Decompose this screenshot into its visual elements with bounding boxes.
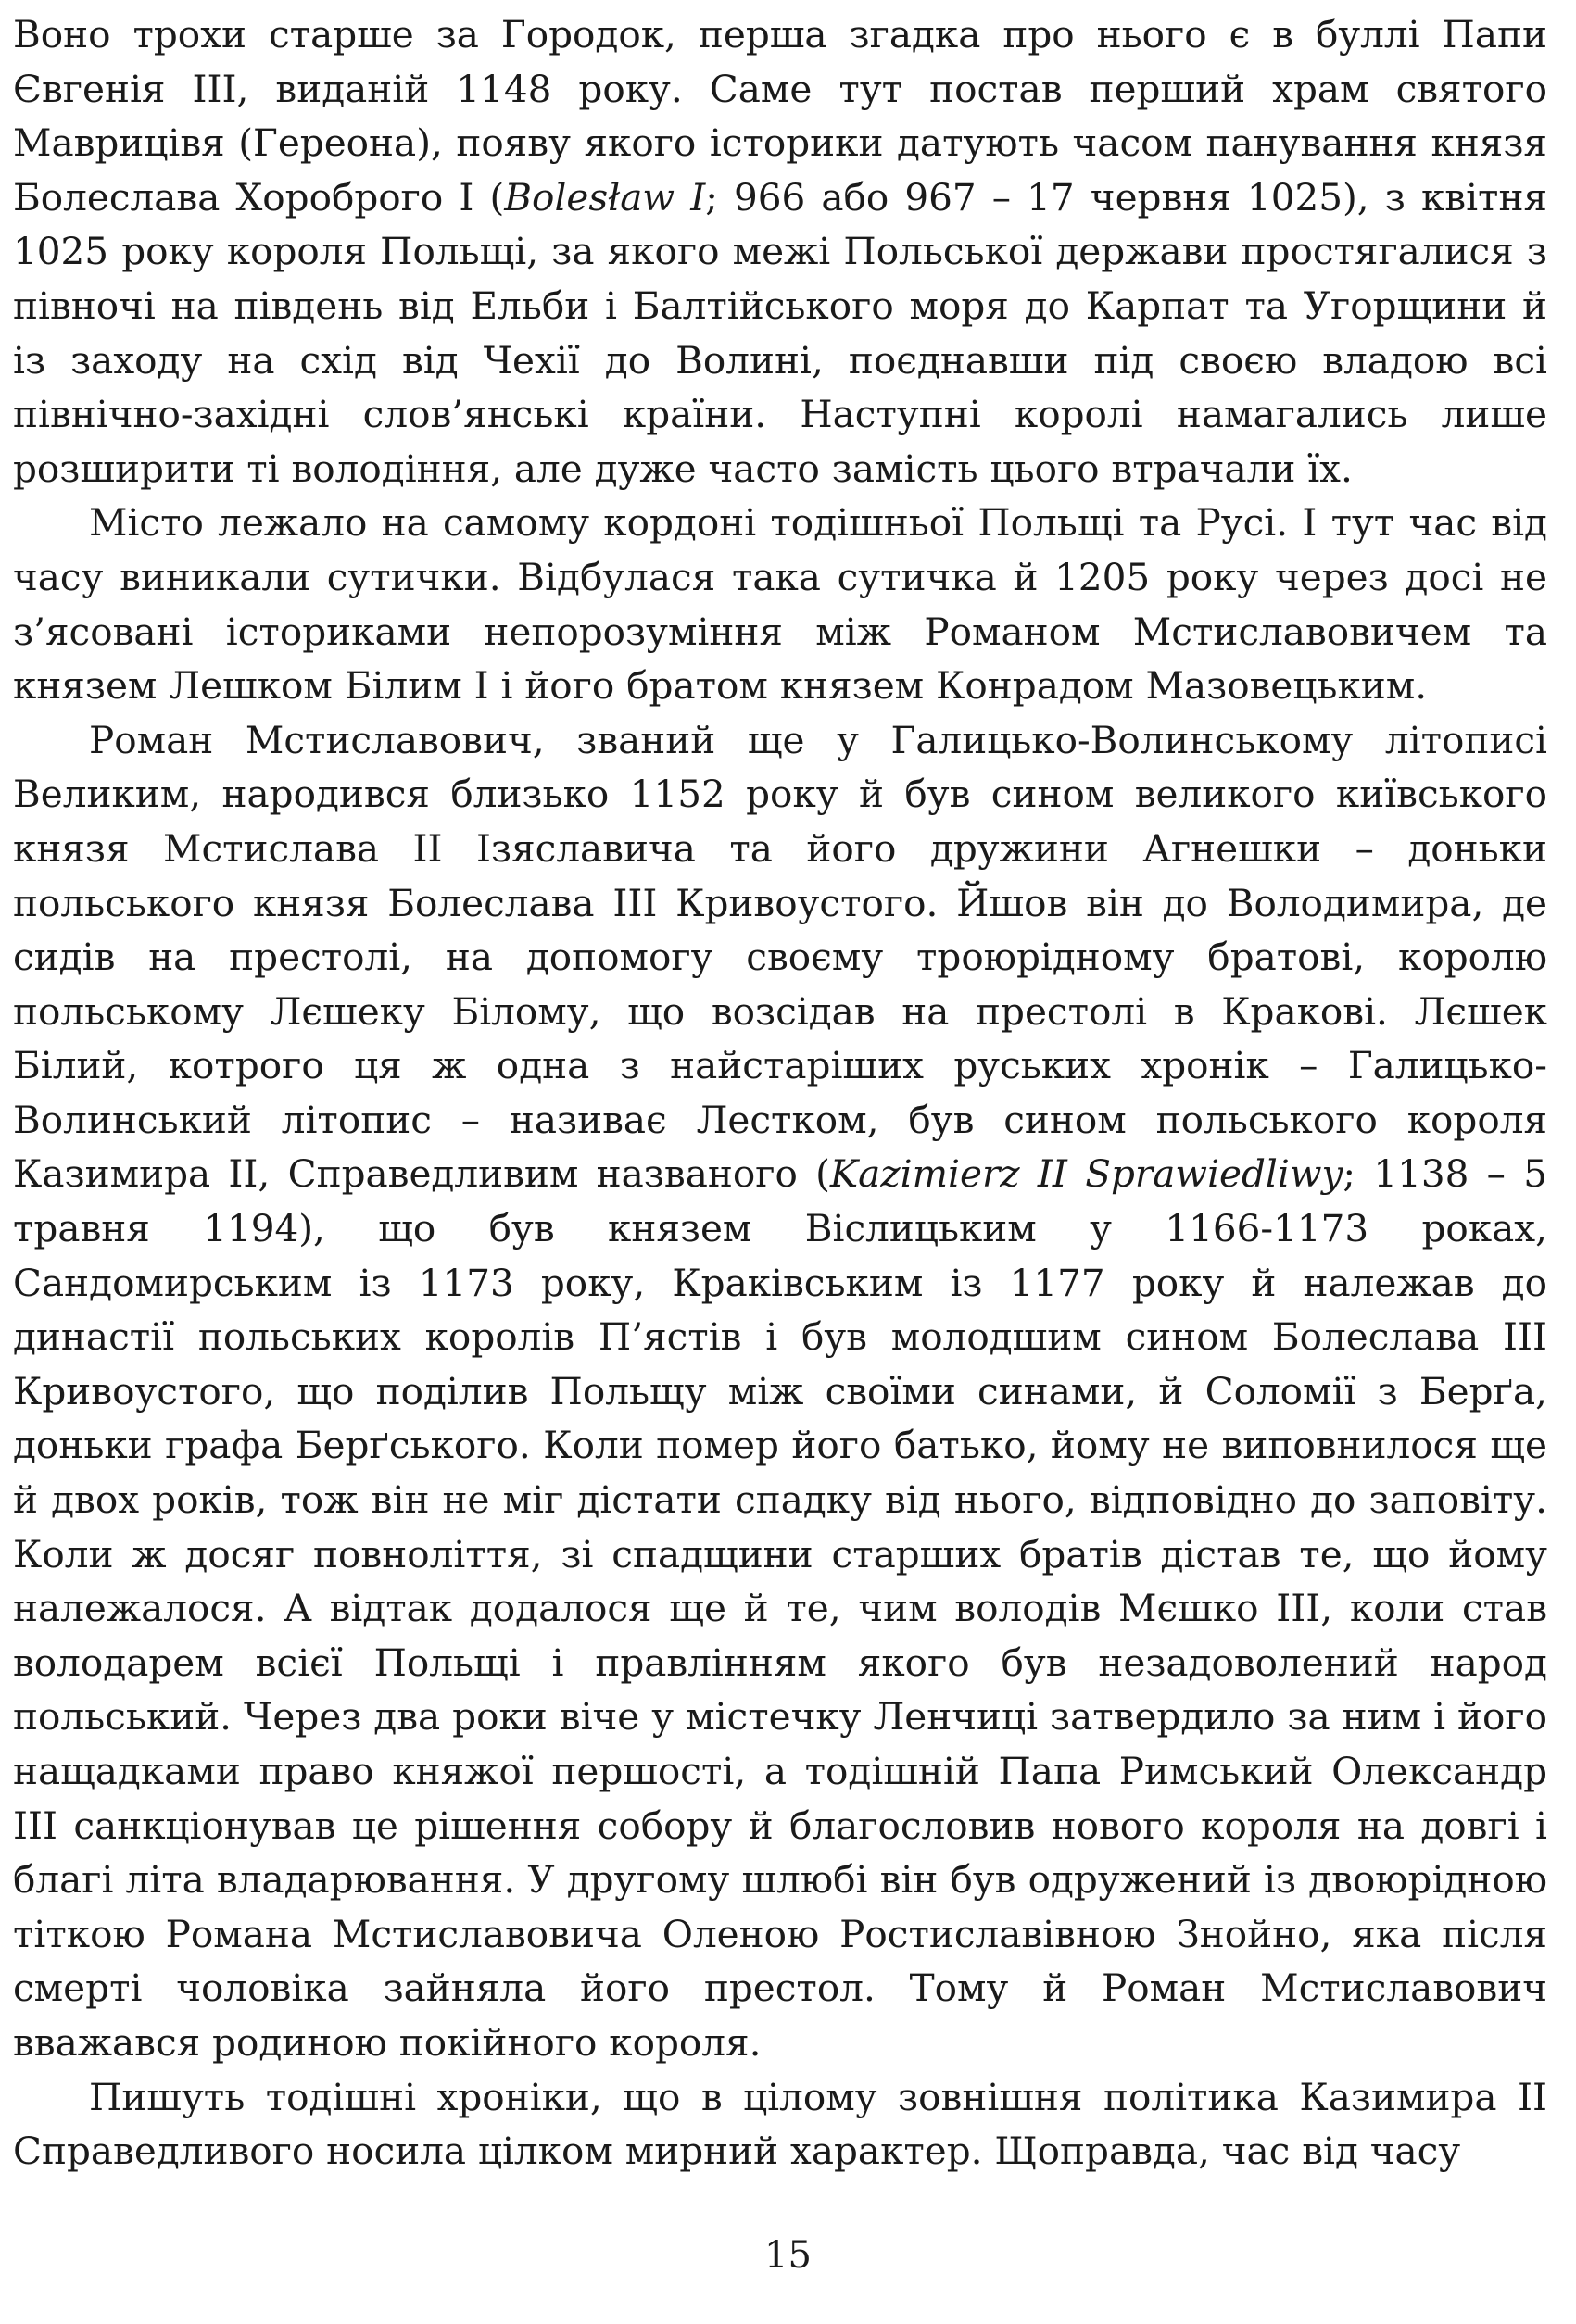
paragraph-4-text: Пишуть тодішні хроніки, що в цілому зовнішня політика Казимира II Справедливого носила цілком мирний характер. Щоправда, час від часу <box>13 2074 1547 2174</box>
paragraph-3-text-b: ; 1138 – 5 травня 1194), що був князем Віслицьким у 1166-1173 роках, Сандомирським із 1173 року, Краківським із 1177 року й належав до династії польських королів П’ястів і був молодшим сином Болеслава III Кривоустого, що поділив Польщу між своїми синами, й Соломії з Берґа, доньки графа Берґського. Коли помер його батько, йому не виповнилося ще й двох років, тож він не міг дістати спадку від нього, відповідно до заповіту. Коли ж досяг повноліття, зі спадщини старших братів дістав те, що йому належалося. А відтак додалося ще й те, чим володів Мєшко III, коли став володарем всієї Польщі і правлінням якого був незадоволений народ польський. Через два роки віче у містечку Ленчиці затвердило за ним і його нащадками право княжої першості, а тодішній Папа Римський Олександр III санкціонував це рішення собору й благословив нового короля на довгі і благі літа владарювання. У другому шлюбі він був одружений із двоюрідною тіткою Романа Мстиславовича Оленою Ростиславівною Знойно, яка після смерті чоловіка зайняла його престол. Тому й Роман Мстиславович вважався родиною покійного короля. <box>13 1151 1547 2065</box>
paragraph-2-text: Місто лежало на самому кордоні тодішньої Польщі та Русі. І тут час від часу виникали сутички. Відбулася така сутичка й 1205 року через досі не з’ясовані істориками непорозуміння між Романом Мстиславовичем та князем Лешком Білим I і його братом князем Конрадом Мазовецьким. <box>13 500 1547 709</box>
paragraph-1-italic-name: Bolesław I <box>504 174 706 220</box>
paragraph-4 <box>13 2070 1547 2179</box>
paragraph-3 <box>13 713 1547 2070</box>
page-number: 15 <box>764 2234 812 2277</box>
paragraph-3-italic-name: Kazimierz II Sprawiedliwy <box>829 1151 1343 1197</box>
paragraph-1-text-b: ; 966 або 967 – 17 червня 1025), з квітня 1025 року короля Польщі, за якого межі Польської держави простягалися з півночі на південь від Ельби і Балтійського моря до Карпат та Угорщини й із заходу на схід від Чехії до Волині, поєднавши під своєю владою всі північно-західні слов’янські країни. Наступні королі намагались лише розширити ті володіння, але дуже часто замість цього втрачали їх. <box>13 174 1547 491</box>
paragraph-1 <box>13 7 1547 496</box>
paragraph-3-text-a: Роман Мстиславович, званий ще у Галицько-Волинському літописі Великим, народився близько 1152 року й був сином великого київського князя Мстислава II Ізяславича та його дружини Агнешки – доньки польського князя Болеслава III Кривоустого. Йшов він до Володимира, де сидів на престолі, на допомогу своєму троюрідному братові, королю польському Лєшеку Білому, що возсідав на престолі в Кракові. Лєшек Білий, котрого ця ж одна з найстаріших руських хронік – Галицько-Волинський літопис – називає Лестком, був сином польського короля Казимира II, Справедливим названого ( <box>13 717 1547 1197</box>
page-body <box>13 7 1547 2179</box>
paragraph-2 <box>13 496 1547 712</box>
paragraph-1-text-a: Воно трохи старше за Городок, перша згадка про нього є в буллі Папи Євгенія III, виданій 1148 року. Саме тут постав перший храм святого Маврицівя (Гереона), появу якого історики датують часом панування князя Болеслава Хороброго I ( <box>13 12 1547 220</box>
